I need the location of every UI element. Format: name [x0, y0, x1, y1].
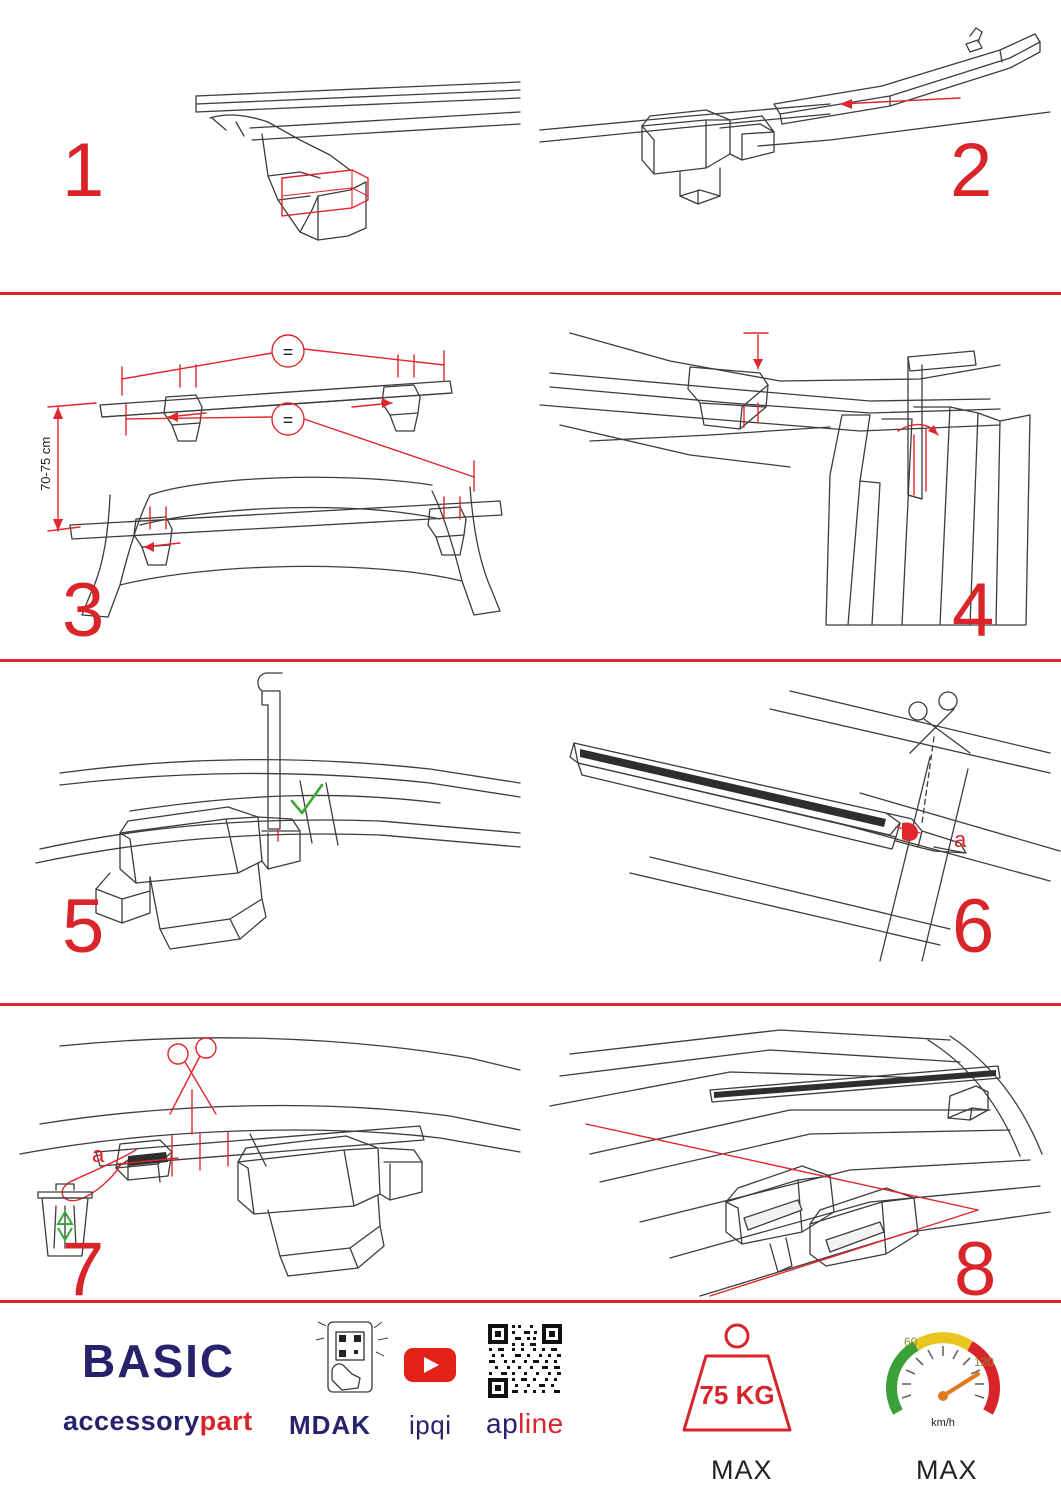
- brand-basic: BASIC: [82, 1335, 236, 1387]
- brand-apline: [486, 1408, 564, 1440]
- panel-step-2: [530, 0, 1061, 292]
- footer: [0, 1300, 1061, 1500]
- panel-step-8: [530, 1006, 1061, 1300]
- panel-step-7: [0, 1006, 530, 1300]
- step-number-7: 7: [62, 1227, 104, 1300]
- phone-scan-icon: [312, 1318, 392, 1404]
- panel-step-4: [530, 295, 1061, 659]
- step-number-6: 6: [952, 884, 994, 969]
- step-number-5: 5: [62, 884, 104, 969]
- svg-text:=: =: [282, 410, 294, 430]
- panel-step-1: [0, 0, 530, 292]
- qr-code-icon[interactable]: [486, 1322, 564, 1400]
- youtube-icon[interactable]: [403, 1344, 457, 1384]
- gauge-tick-120: 120: [974, 1355, 995, 1369]
- brand-ap-text: ap: [486, 1408, 519, 1439]
- step-number-1: 1: [62, 128, 104, 213]
- brand-ipqi: ipqi: [409, 1410, 452, 1440]
- brand-accessorypart: [63, 1406, 253, 1437]
- weight-value: 75 KG: [699, 1380, 775, 1410]
- part-label-a-6: a: [954, 827, 967, 852]
- brand-line-text: line: [518, 1408, 564, 1439]
- step-number-3: 3: [62, 568, 104, 653]
- step-number-8: 8: [954, 1227, 996, 1300]
- brand-part-text: part: [199, 1406, 253, 1436]
- gauge-tick-60: 60: [904, 1335, 918, 1349]
- part-label-a-7: a: [92, 1142, 105, 1167]
- weight-icon: [672, 1320, 802, 1440]
- panel-step-3: [0, 295, 530, 659]
- brand-accessory-text: accessory: [63, 1406, 200, 1436]
- brand-mdak: MDAK: [289, 1410, 371, 1440]
- step-number-2: 2: [950, 128, 992, 213]
- speedometer-icon: [878, 1316, 1008, 1442]
- panel-step-6: [530, 661, 1061, 1003]
- step-number-4: 4: [952, 568, 994, 653]
- distance-label: 70-75 cm: [38, 436, 53, 491]
- max-load-label: MAX: [711, 1455, 773, 1485]
- scissors-icon-7: [168, 1038, 216, 1134]
- svg-text:=: =: [282, 342, 294, 362]
- max-speed-label: MAX: [916, 1455, 978, 1485]
- panel-step-5: [0, 661, 530, 1003]
- scissors-icon: [909, 692, 970, 753]
- speed-unit: km/h: [931, 1417, 955, 1429]
